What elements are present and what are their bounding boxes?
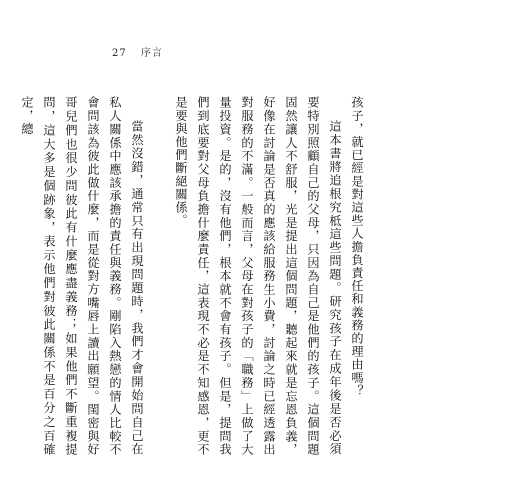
section-title: 序言 xyxy=(140,48,163,59)
paragraph-2: 這本書將追根究柢這些問題。研究孩子在成年後是否必須要特別照顧自己的父母，只因為自己是他們的孩子。這個問題固然讓人不舒服，光是提出這個問題，聽起來就是忘恩負義，好像在討論是否真的應該給服務生小費，討論之時已經透露出對服務的不滿。一般而言，父母在對孩子的「職務」上做了大量投資。是的，沒有他們，根本就不會有孩子。但是，提問我們到底要對父母負擔什麼責任，這表現不必是不知感恩，更不是要與他們斷絕關係。 xyxy=(174,96,342,456)
vertical-body-text xyxy=(0,96,368,456)
running-header xyxy=(112,44,163,59)
paragraph-3: 當然沒錯，通常只有出現問題時，我們才會開始問自己在私人關係中應該承擔的責任與義務。剛陷入熱戀的情人比較不會問該為彼此做什麼，而是從對方嘴唇上讀出願望。閨密與好哥兒們也很少問彼此有什麼應盡義務；如果他們不斷重複提問，這大多是個跡象，表示他們對彼此關係不是百分之百確定，總 xyxy=(20,96,144,456)
page-number: 27 xyxy=(112,48,127,59)
paragraph-1: 孩子，就已經是對這些人擔負責任和義務的理由嗎？ xyxy=(350,96,364,398)
